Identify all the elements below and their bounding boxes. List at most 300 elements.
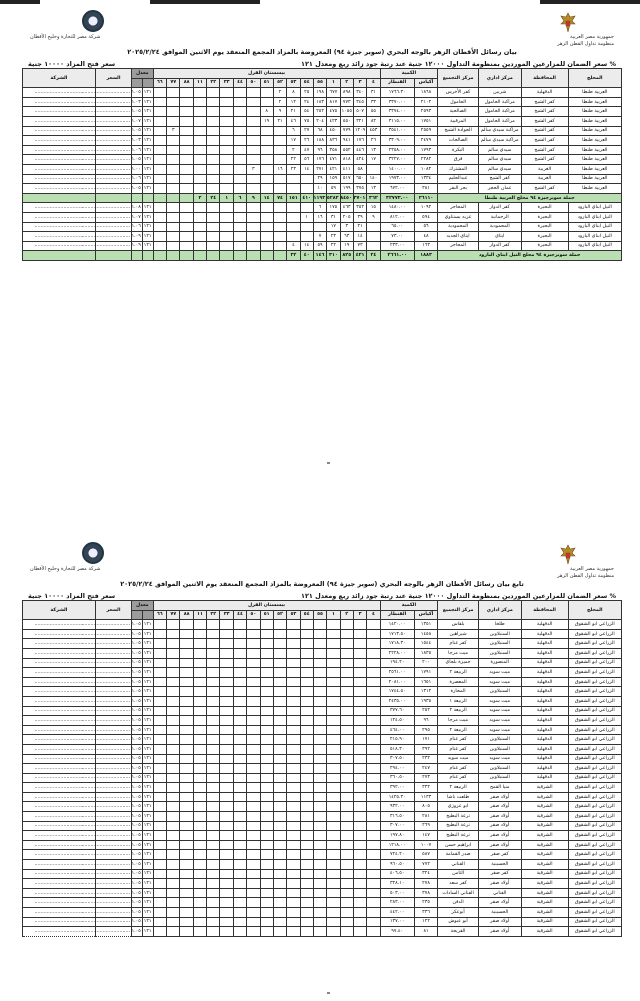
cell-bags: ٢٤٧٩ <box>414 136 438 146</box>
header-governorate: المحافظة <box>521 601 568 620</box>
cell-grade <box>233 648 246 658</box>
cell-grade <box>353 754 366 764</box>
cell-grade <box>193 687 206 697</box>
cell-region: الزراعي ابو الشقوق <box>568 706 621 716</box>
cell-center: ترعة البطيخ <box>438 831 479 841</box>
cell-ratio2: ١.٠٣ <box>132 136 143 146</box>
cell-grade <box>300 860 313 870</box>
cell-grade: ٣٥٢ <box>353 203 366 213</box>
cell-grade: ٥٤ <box>300 107 313 117</box>
cell-grade <box>207 174 220 184</box>
cell-grade <box>260 126 273 136</box>
cell-grade: ١٧ <box>287 136 300 146</box>
cell-grade <box>247 725 260 735</box>
header-bags: أكياس <box>414 78 438 88</box>
cell-ratio2: ١.٠٥ <box>132 706 143 716</box>
cell-price: ................................ <box>95 658 131 668</box>
cell-grade <box>247 927 260 937</box>
cell-grade: ١٥٩ <box>327 174 340 184</box>
cell-grade <box>180 908 193 918</box>
cell-grade: ٧٣ <box>353 241 366 251</box>
page-title: بيان رسائل الأقطان الزهر بالوجه البحري (سوبر جيزة ٩٤) المعروضة بالمزاد المجمع المنعقد يوم الاثنين الموافق ٢٠٢٥/٢/٢٤ <box>127 48 517 56</box>
cell-region: الزراعي ابو الشقوق <box>568 783 621 793</box>
cell-grade <box>220 898 233 908</box>
cell-district: مراكبة سيدي سالم <box>478 126 521 136</box>
cell-grade <box>193 754 206 764</box>
cell-district: أولاد صقر <box>478 917 521 927</box>
cell-grade <box>180 658 193 668</box>
cell-grade <box>300 783 313 793</box>
cell-grade <box>233 677 246 687</box>
cell-ratio: ١٢١ <box>142 155 153 165</box>
header-grade-col: ٣ <box>353 610 366 620</box>
cell-grade <box>287 648 300 658</box>
cell-district: مراكبة الحامول <box>478 116 521 126</box>
header-grade-col: ٥٥ <box>313 610 326 620</box>
cell-grade <box>220 860 233 870</box>
cell-governorate: الغربية <box>521 164 568 174</box>
cell-grade <box>153 783 167 793</box>
cell-grade <box>273 735 286 745</box>
cell-district: السنبلاوين <box>478 744 521 754</box>
cell-grade <box>220 773 233 783</box>
cell-grade <box>260 164 273 174</box>
cell-grade <box>153 888 167 898</box>
cell-grade <box>260 783 273 793</box>
cell-grade <box>207 850 220 860</box>
cell-grade <box>180 725 193 735</box>
cell-qintar: ١٧١٣.٥٠ <box>380 629 414 639</box>
cell-grade <box>153 754 167 764</box>
cell-grade <box>180 879 193 889</box>
cell-center: الدفن <box>438 898 479 908</box>
cell-grade <box>233 136 246 146</box>
header-governorate: المحافظة <box>521 69 568 88</box>
cell-grade: ٣٣ <box>367 97 380 107</box>
cell-qintar: ١٤٢٥.٣٠ <box>380 792 414 802</box>
cell-grade <box>247 155 260 165</box>
cell-grade <box>273 840 286 850</box>
cell-company: ................................ <box>23 629 96 639</box>
cell-company: ................................ <box>23 107 96 117</box>
cell-grade <box>353 850 366 860</box>
cell-grade <box>287 908 300 918</box>
cell-governorate: الشرقية <box>521 812 568 822</box>
cell-bags: ١٥٤٤ <box>414 639 438 649</box>
cell-ratio: ١٢١ <box>142 735 153 745</box>
cell-grade <box>153 648 167 658</box>
cell-price: ................................ <box>95 107 131 117</box>
cell-qintar: ٢٥٦١.٠٠ <box>380 668 414 678</box>
total-grade: ٥٢٨٢ <box>327 193 340 203</box>
total-grade <box>153 193 167 203</box>
cell-district: السنبلاوين <box>478 764 521 774</box>
cell-ratio2: ١.٠٥ <box>132 639 143 649</box>
cell-grade <box>193 840 206 850</box>
total-grade: ١١٩٣ <box>313 193 326 203</box>
cell-grade <box>273 725 286 735</box>
cell-company: ................................ <box>23 620 96 630</box>
cell-grade <box>180 116 193 126</box>
cell-bags: ١٧٩٣ <box>414 145 438 155</box>
cell-grade <box>247 773 260 783</box>
cell-grade <box>193 174 206 184</box>
cell-ratio2: ١.٠٠ <box>132 164 143 174</box>
cell-grade <box>260 735 273 745</box>
cell-ratio: ١٢١ <box>142 174 153 184</box>
header-grade-col: ٣٣ <box>220 610 233 620</box>
cell-grade <box>167 212 180 222</box>
cell-grade <box>287 677 300 687</box>
cell-ratio: ١٢١ <box>142 184 153 194</box>
cell-grade <box>247 744 260 754</box>
cell-region: الزراعي ابو الشقوق <box>568 658 621 668</box>
cell-grade: ٢٧١ <box>313 164 326 174</box>
cell-grade <box>340 783 353 793</box>
cell-price: ................................ <box>95 696 131 706</box>
cell-grade <box>193 629 206 639</box>
cell-grade <box>313 860 326 870</box>
total-grade: ١ <box>220 193 233 203</box>
cell-grade <box>167 629 180 639</box>
cell-grade <box>220 716 233 726</box>
cell-center: كفر غنام <box>438 764 479 774</box>
cell-center: ابو عزوزي <box>438 802 479 812</box>
cell-grade <box>233 917 246 927</box>
cell-grade <box>247 97 260 107</box>
cell-grade <box>340 716 353 726</box>
cell-qintar: ٣٢٨.١٠ <box>380 879 414 889</box>
cell-price: ................................ <box>95 888 131 898</box>
cell-grade <box>180 687 193 697</box>
cell-grade: ٥٦ <box>300 155 313 165</box>
cell-grade <box>287 639 300 649</box>
cell-center: طلعت باشا <box>438 792 479 802</box>
cell-grade <box>300 620 313 630</box>
cell-region: الزراعي ابو الشقوق <box>568 735 621 745</box>
cell-grade <box>180 232 193 242</box>
cell-district: كفر الشيخ <box>478 174 521 184</box>
sheet-2 <box>22 540 622 937</box>
cell-region: العربية طنطا <box>568 136 621 146</box>
header-grade-col: ٥٠ <box>247 610 260 620</box>
cell-district: أولاد صقر <box>478 812 521 822</box>
cell-ratio2: ١.٠٥ <box>132 668 143 678</box>
cell-grade <box>153 126 167 136</box>
cell-grade <box>367 629 380 639</box>
cell-qintar: ١٩٧٣.٠٠ <box>380 174 414 184</box>
header-company: الشركة <box>23 69 96 88</box>
cell-grade: ٦٨ <box>313 126 326 136</box>
company-name: شركة مصر للتجارة وحليج الأقطان <box>30 566 101 572</box>
cell-grade <box>273 677 286 687</box>
cell-grade <box>193 831 206 841</box>
cell-grade <box>273 888 286 898</box>
cell-grade <box>260 917 273 927</box>
cell-grade <box>313 668 326 678</box>
cell-governorate: الشرقية <box>521 879 568 889</box>
cell-district: أولاد صقر <box>478 927 521 937</box>
header-grade-col: ٥١ <box>260 610 273 620</box>
cell-grade <box>300 687 313 697</box>
cell-bags: ٢٢٨٢ <box>414 155 438 165</box>
cell-ratio: ١٢١ <box>142 888 153 898</box>
cell-company: ................................ <box>23 764 96 774</box>
cell-region: الزراعي ابو الشقوق <box>568 869 621 879</box>
cell-ratio2: ١.٠٥ <box>132 658 143 668</box>
cell-center: أبوعكر <box>438 908 479 918</box>
cell-grade <box>353 812 366 822</box>
cell-company: ................................ <box>23 241 96 251</box>
cell-company: ................................ <box>23 184 96 194</box>
cell-grade <box>220 97 233 107</box>
cell-grade <box>220 821 233 831</box>
cell-grade <box>367 668 380 678</box>
cell-ratio2: ١.٠٥ <box>132 821 143 831</box>
cell-district: مراكبة سيدي سالم <box>478 136 521 146</box>
cell-grade <box>193 222 206 232</box>
cell-center: عزبه بسنتاوي <box>438 212 479 222</box>
cell-grade: ٤٢٤ <box>353 155 366 165</box>
government-lines <box>557 566 614 580</box>
cell-grade <box>300 773 313 783</box>
cell-grade <box>353 888 366 898</box>
cell-grade: ٢ <box>287 145 300 155</box>
cell-grade: ٢١ <box>273 116 286 126</box>
cell-grade: ٤٢٣ <box>327 116 340 126</box>
cell-grade: ٤٢١ <box>327 164 340 174</box>
cell-grade <box>313 917 326 927</box>
cell-company: ................................ <box>23 668 96 678</box>
total-grade <box>153 251 167 261</box>
cell-ratio: ١٢١ <box>142 212 153 222</box>
total-empty <box>23 193 96 203</box>
cell-grade <box>153 725 167 735</box>
header-ratio-b <box>132 78 143 88</box>
cell-ratio2: ١.٠٥ <box>132 677 143 687</box>
total-grade <box>180 193 193 203</box>
cell-price: ................................ <box>95 802 131 812</box>
cell-grade <box>260 898 273 908</box>
cell-governorate: الدقهلية <box>521 620 568 630</box>
cell-grade <box>193 908 206 918</box>
cell-grade: ١٠ <box>313 184 326 194</box>
cell-grade <box>153 879 167 889</box>
cell-grade <box>353 860 366 870</box>
cell-grade <box>260 184 273 194</box>
gov-line: جمهورية مصر العربية <box>570 566 614 572</box>
cell-grade <box>353 744 366 754</box>
cell-grade <box>273 879 286 889</box>
cell-grade <box>220 888 233 898</box>
cell-grade <box>273 145 286 155</box>
cell-bags: ١٣٥١ <box>414 620 438 630</box>
cell-grade: ٣١ <box>367 88 380 98</box>
cell-grade <box>367 831 380 841</box>
cell-governorate: الدقهلية <box>521 716 568 726</box>
cell-qintar: ٩٣٢.٠٠ <box>380 802 414 812</box>
cell-grade: ٥٥٠ <box>340 116 353 126</box>
cell-company: ................................ <box>23 802 96 812</box>
cell-grade <box>220 203 233 213</box>
cell-ratio: ١٢١ <box>142 792 153 802</box>
table-row <box>23 831 622 841</box>
cell-grade <box>207 908 220 918</box>
total-grade <box>180 251 193 261</box>
cell-grade <box>207 792 220 802</box>
sheet-1 <box>22 8 622 261</box>
cell-grade <box>327 620 340 630</box>
cell-grade <box>207 716 220 726</box>
total-empty <box>95 251 131 261</box>
cell-grade <box>353 725 366 735</box>
cell-grade <box>287 744 300 754</box>
cell-grade <box>233 620 246 630</box>
cell-grade: ٥٨ <box>353 164 366 174</box>
cell-grade <box>180 241 193 251</box>
cell-grade <box>300 792 313 802</box>
cell-bags: ١٧١ <box>414 735 438 745</box>
cell-district: المحمودية <box>478 222 521 232</box>
cell-grade <box>273 648 286 658</box>
cell-ratio2: ١.٠٦ <box>132 174 143 184</box>
cell-grade <box>353 658 366 668</box>
cell-center: كفر غنام <box>438 639 479 649</box>
cell-grade <box>353 764 366 774</box>
cell-price: ................................ <box>95 908 131 918</box>
cell-grade: ٥١٧ <box>340 174 353 184</box>
cell-grade <box>367 898 380 908</box>
table-row <box>23 241 622 251</box>
cell-grade <box>260 764 273 774</box>
cell-grade <box>300 812 313 822</box>
cell-ratio: ١٢١ <box>142 241 153 251</box>
cell-region: العربية طنطا <box>568 116 621 126</box>
cell-grade <box>313 706 326 716</box>
cell-company: ................................ <box>23 658 96 668</box>
cell-grade <box>260 88 273 98</box>
cell-grade <box>233 184 246 194</box>
cell-center: البكرة <box>438 145 479 155</box>
cell-governorate: الشرقية <box>521 783 568 793</box>
cell-grade <box>287 716 300 726</box>
cell-grade <box>153 869 167 879</box>
cell-grade <box>260 629 273 639</box>
cell-grade <box>273 668 286 678</box>
cell-grade <box>260 840 273 850</box>
cell-grade <box>167 927 180 937</box>
sheet-header <box>22 540 622 600</box>
total-qintar: ٢٦٦١.٠٠ <box>380 251 414 261</box>
cell-grade <box>313 639 326 649</box>
cell-grade <box>300 917 313 927</box>
cell-grade: ٦٣ <box>340 232 353 242</box>
cell-grade <box>193 860 206 870</box>
cell-grade <box>327 850 340 860</box>
cell-ratio2: ١.٠٥ <box>132 716 143 726</box>
cell-governorate: الدقهلية <box>521 735 568 745</box>
cell-grade <box>180 107 193 117</box>
cell-ratio2: ١.٠٥ <box>132 860 143 870</box>
cell-grade <box>153 658 167 668</box>
cell-grade: ١٩ <box>340 241 353 251</box>
cell-governorate: الشرقية <box>521 821 568 831</box>
cell-center: الحوادة الشيخ <box>438 126 479 136</box>
cell-price: ................................ <box>95 136 131 146</box>
cell-grade <box>327 773 340 783</box>
cell-grade: ٨٣٦ <box>327 136 340 146</box>
table-row <box>23 696 622 706</box>
cell-grade <box>340 831 353 841</box>
cell-grade <box>193 812 206 822</box>
cell-grade <box>260 658 273 668</box>
cell-grade <box>247 232 260 242</box>
cell-grade <box>153 629 167 639</box>
cell-grade <box>247 850 260 860</box>
cell-ratio: ١٢١ <box>142 164 153 174</box>
cell-grade <box>367 764 380 774</box>
table-row <box>23 908 622 918</box>
cell-bags: ١٤٧ <box>414 831 438 841</box>
cell-grade <box>233 116 246 126</box>
cell-grade <box>367 725 380 735</box>
cell-ratio: ١٢١ <box>142 850 153 860</box>
cell-grade <box>327 908 340 918</box>
cell-grade <box>220 639 233 649</box>
cell-price: ................................ <box>95 725 131 735</box>
total-grade: ٢٤ <box>367 251 380 261</box>
guarantee-price: سعر الضمان للمزارعين الموردين بمنظومة التداول ١٢٠٠٠ جنية عند رتبة جود زائد ربع ومعدل ١٢١ % <box>300 592 616 600</box>
cell-price: ................................ <box>95 88 131 98</box>
cell-company: ................................ <box>23 792 96 802</box>
cell-grade <box>367 908 380 918</box>
cell-grade: ٢٠٤ <box>313 116 326 126</box>
cell-region: العربية طنطا <box>568 164 621 174</box>
cell-company: ................................ <box>23 735 96 745</box>
cell-qintar: ٦٥.٠٠ <box>380 222 414 232</box>
cell-grade <box>247 620 260 630</box>
total-empty <box>132 193 143 203</box>
cell-grade <box>180 164 193 174</box>
cell-grade <box>233 802 246 812</box>
cell-grade <box>207 821 220 831</box>
cell-grade <box>233 888 246 898</box>
cell-grade: ٤٧١ <box>327 155 340 165</box>
cell-grade <box>153 222 167 232</box>
cell-grade <box>367 821 380 831</box>
cell-grade <box>153 764 167 774</box>
cell-grade <box>167 869 180 879</box>
cell-grade <box>153 792 167 802</box>
cell-grade <box>247 840 260 850</box>
cell-governorate: الدقهلية <box>521 677 568 687</box>
cell-grade <box>273 658 286 668</box>
cell-ratio: ١٢١ <box>142 88 153 98</box>
table-row <box>23 648 622 658</box>
cell-qintar: ٣٥٤١.٠٠ <box>380 126 414 136</box>
cell-grade <box>287 658 300 668</box>
cell-bags: ١٣٣٤ <box>414 174 438 184</box>
cell-grade <box>193 677 206 687</box>
cell-bags: ١٢٢ <box>414 917 438 927</box>
total-empty <box>142 251 153 261</box>
cell-ratio2: ١.٠٨ <box>132 203 143 213</box>
cell-grade <box>153 184 167 194</box>
cell-region: الزراعي ابو الشقوق <box>568 639 621 649</box>
cell-grade <box>153 155 167 165</box>
cell-grade <box>300 888 313 898</box>
cell-grade <box>273 908 286 918</box>
